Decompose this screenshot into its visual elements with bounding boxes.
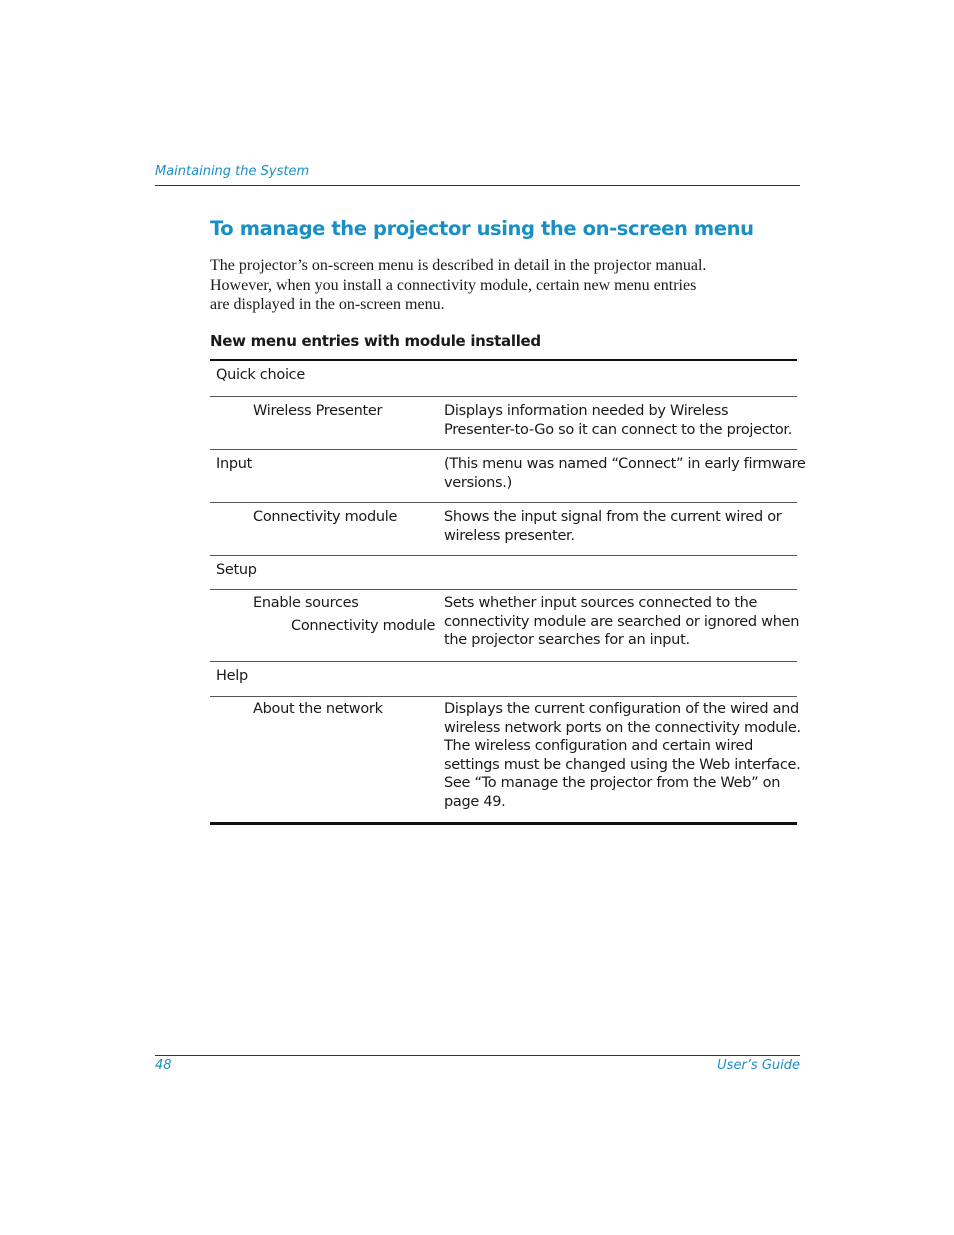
page-number: 48 [155, 1058, 172, 1073]
entry-description [444, 594, 800, 650]
intro-line: are displayed in the on-screen menu. [210, 296, 445, 313]
guide-title: User’s Guide [717, 1058, 800, 1073]
description-line: Displays information needed by Wireless [444, 403, 729, 419]
table-row-about-the-network [210, 696, 801, 822]
table-row-help [210, 661, 797, 696]
entry-description [444, 700, 801, 811]
menu-entry: Setup [216, 562, 257, 578]
description-line: See “To manage the projector from the Web” on [444, 775, 781, 791]
section-title: Maintaining the System [155, 164, 310, 179]
submenu-entry: Wireless Presenter [253, 403, 383, 419]
entry-description [444, 455, 806, 492]
table-caption: New menu entries with module installed [210, 332, 541, 350]
description-line: the projector searches for an input. [444, 632, 690, 648]
entry-description [444, 402, 794, 439]
description-line: Displays the current configuration of the wired and [444, 701, 799, 717]
table-row-enable-sources [210, 589, 800, 661]
entry-description [444, 508, 794, 545]
description-line: page 49. [444, 793, 506, 810]
description-line: The wireless configuration and certain wired [444, 738, 754, 754]
menu-entries-table [210, 359, 806, 825]
intro-line: The projector’s on-screen menu is described in detail in the projector manual. [210, 257, 707, 274]
submenu-entry: Connectivity module [253, 509, 398, 525]
table-row-wireless-presenter [210, 396, 797, 449]
intro-paragraph [210, 256, 770, 315]
description-line: settings must be changed using the Web interface. [444, 756, 801, 773]
menu-entry: Help [216, 668, 248, 684]
intro-line: However, when you install a connectivity module, certain new menu entries [210, 276, 697, 294]
description-line: versions.) [444, 474, 512, 491]
table-row-input [210, 449, 806, 502]
submenu-subentry: Connectivity module [291, 618, 436, 634]
menu-entry: Quick choice [216, 367, 305, 383]
description-line: Sets whether input sources connected to the [444, 595, 758, 611]
table-row-setup [210, 555, 797, 589]
menu-entry: Input [216, 456, 253, 472]
description-line: connectivity module are searched or ignored when [444, 613, 800, 630]
page-heading: To manage the projector using the on-screen menu [210, 217, 754, 240]
running-header [155, 163, 800, 186]
table-row-connectivity-module [210, 502, 797, 555]
description-line: (This menu was named “Connect” in early firmware [444, 456, 806, 472]
running-footer [155, 1055, 800, 1073]
submenu-entry: Enable sources [253, 595, 359, 611]
submenu-entry: About the network [253, 701, 383, 717]
table-row-quick-choice [210, 361, 797, 396]
description-line: wireless network ports on the connectivity module. [444, 719, 801, 736]
description-line: Shows the input signal from the current wired or [444, 509, 782, 525]
description-line: Presenter-to-Go so it can connect to the projector. [444, 421, 793, 438]
description-line: wireless presenter. [444, 527, 575, 544]
